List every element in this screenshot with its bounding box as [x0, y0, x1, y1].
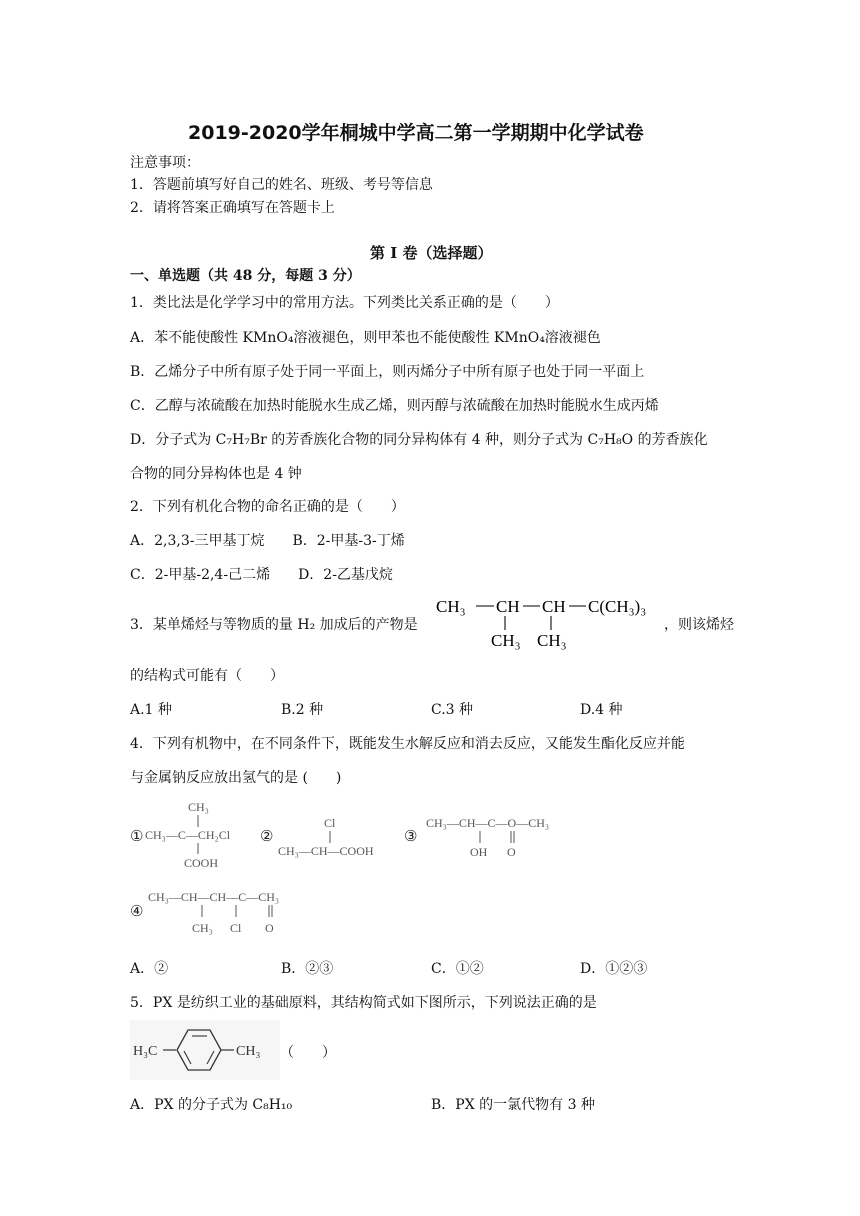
q3-f-ch3-a: CH₃ [436, 597, 466, 616]
q4-s1-bottom: COOH [184, 856, 219, 870]
q3-f-branch-2: CH₃ [537, 631, 567, 650]
q3-option-c: C.3 种 [431, 702, 474, 718]
q4-s3-main: CH₃—CH—C—O—CH₃ [426, 816, 550, 830]
notes-item-2: 2．请将答案正确填写在答题卡上 [130, 200, 335, 216]
q4-s1-main: CH₃—C—CH₂Cl [145, 828, 231, 842]
section-title: 第 I 卷（选择题） [370, 244, 493, 262]
q3-option-d: D.4 种 [580, 702, 623, 718]
q4-s4-b2: Cl [230, 921, 242, 935]
q1-option-a: A．苯不能使酸性 KMnO₄溶液褪色，则甲苯也不能使酸性 KMnO₄溶液褪色 [130, 330, 601, 346]
q1-stem: 1．类比法是化学学习中的常用方法。下列类比关系正确的是（ ） [130, 295, 559, 311]
q5-stem: 5．PX 是纺织工业的基础原料，其结构简式如下图所示，下列说法正确的是 [130, 995, 597, 1011]
q4-label-3: ③ [404, 829, 418, 845]
q4-structure-4 [130, 884, 330, 944]
part1-heading: 一、单选题（共 48 分，每题 3 分） [130, 268, 361, 284]
q4-label-1: ① [130, 829, 144, 845]
q3-f-c-tbutyl: C(CH₃)₃ [588, 597, 647, 616]
q4-s1-top: CH₃ [188, 800, 209, 814]
q3-f-ch-2: CH [542, 597, 566, 616]
q3-stem-after: ，则该烯烃 [664, 617, 734, 633]
q4-label-2: ② [260, 829, 274, 845]
q1-option-b: B．乙烯分子中所有原子处于同一平面上，则丙烯分子中所有原子也处于同一平面上 [130, 364, 645, 380]
q4-s4-b1: CH₃ [192, 921, 213, 935]
q3-option-b: B.2 种 [281, 702, 324, 718]
q4-structure-1 [130, 796, 260, 876]
q5-option-a: A．PX 的分子式为 C₈H₁₀ [130, 1097, 293, 1113]
q4-s4-b3: O [265, 921, 274, 935]
q4-option-b: B．②③ [281, 961, 334, 977]
q4-option-d: D．①②③ [580, 961, 648, 977]
q3-alkane-structure [436, 592, 656, 654]
q5-paren: （ ） [280, 1045, 336, 1061]
q4-stem-line1: 4．下列有机物中，在不同条件下，既能发生水解反应和消去反应，又能发生酯化反应并能 [130, 736, 685, 752]
q3-option-a: A.1 种 [130, 702, 172, 718]
q3-stem: 3．某单烯烃与等物质的量 H₂ 加成后的产物是 [130, 617, 418, 633]
q1-option-c: C．乙醇与浓硫酸在加热时能脱水生成乙烯，则丙醇与浓硫酸在加热时能脱水生成丙烯 [130, 398, 659, 414]
exam-title: 2019-2020学年桐城中学高二第一学期期中化学试卷 [188, 122, 644, 144]
q4-structure-2 [260, 796, 410, 876]
q5-struct-right: CH₃ [236, 1044, 261, 1059]
q5-px-structure [130, 1020, 280, 1080]
q2-options-ab: A．2,3,3-三甲基丁烷 B．2-甲基-3-丁烯 [130, 533, 405, 549]
q5-option-b: B．PX 的一氯代物有 3 种 [431, 1097, 595, 1113]
q3-f-ch-1: CH [496, 597, 520, 616]
q4-label-4: ④ [130, 904, 144, 920]
q4-s3-bottom-1: OH [470, 845, 488, 859]
q1-option-d-line1: D．分子式为 C₇H₇Br 的芳香族化合物的同分异构体有 4 种，则分子式为 C₇H₈O 的芳香族化 [130, 432, 708, 448]
q4-option-c: C．①② [431, 961, 484, 977]
q4-structure-3 [404, 796, 594, 876]
q3-stem-line2: 的结构式可能有（ ） [130, 668, 284, 684]
q2-options-cd: C．2-甲基-2,4-己二烯 D．2-乙基戊烷 [130, 567, 393, 583]
q3-f-branch-1: CH₃ [491, 631, 521, 650]
q5-struct-left: H₃C [133, 1044, 158, 1059]
notes-heading: 注意事项： [130, 155, 200, 171]
q4-stem-line2: 与金属钠反应放出氢气的是 ( ) [130, 770, 342, 786]
q2-stem: 2．下列有机化合物的命名正确的是（ ） [130, 499, 405, 515]
q1-option-d-line2: 合物的同分异构体也是 4 钟 [130, 466, 302, 482]
q4-s4-main: CH₃—CH—CH—C—CH₃ [148, 890, 280, 904]
q4-s3-bottom-2: O [507, 845, 516, 859]
q4-s2-top: Cl [324, 816, 336, 830]
q4-option-a: A．② [130, 961, 169, 977]
q4-s2-main: CH₃—CH—COOH [278, 844, 374, 858]
notes-item-1: 1．答题前填写好自己的姓名、班级、考号等信息 [130, 177, 433, 193]
